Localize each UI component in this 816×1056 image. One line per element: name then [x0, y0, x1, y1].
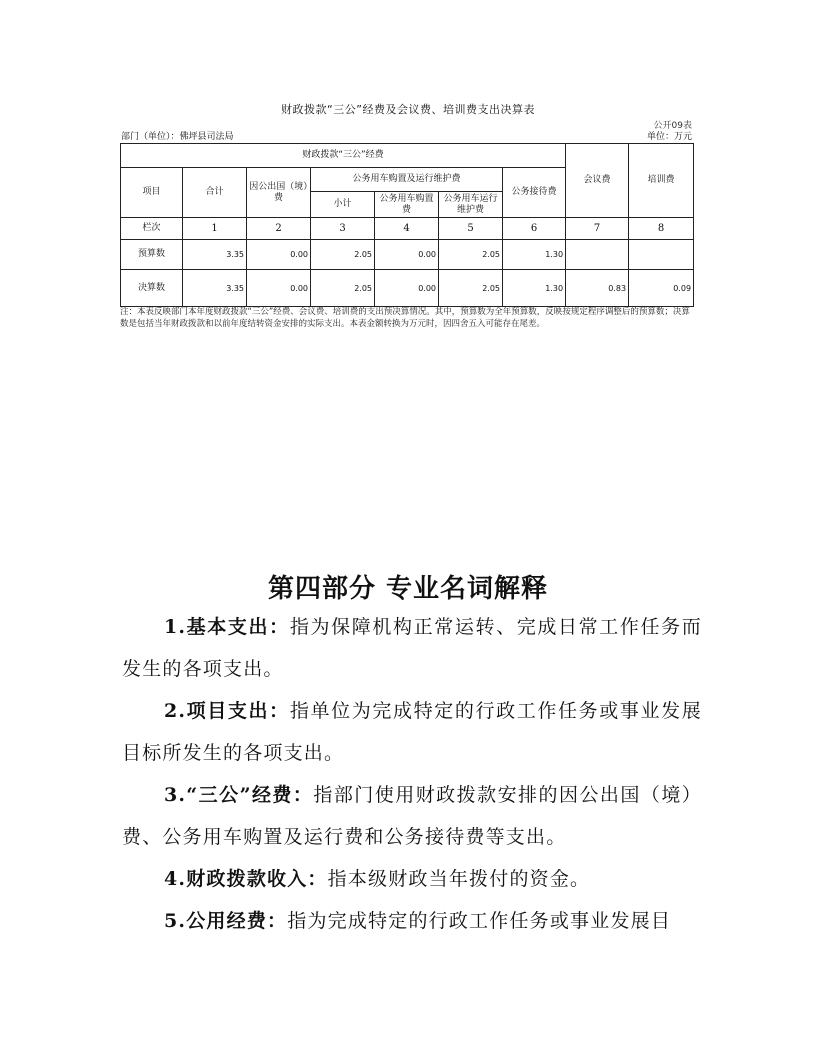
header-item: 项目	[121, 168, 183, 218]
definition-text: 指单位为完成特定的行政工作任务或事业发展目标所发生的各项支出。	[122, 700, 702, 764]
header-meeting: 会议费	[566, 144, 629, 218]
cell: 8	[629, 218, 694, 240]
table-row	[121, 218, 694, 240]
table-row	[121, 240, 694, 270]
cell: 3.35	[183, 240, 247, 270]
cell: 4	[375, 218, 439, 240]
definition-paragraph	[122, 690, 702, 774]
cell: 0.83	[566, 270, 629, 307]
definition-term: 1.基本支出：	[164, 616, 290, 638]
definition-text: 指为保障机构正常运转、完成日常工作任务而发生的各项支出。	[122, 616, 702, 680]
cell: 0.00	[375, 240, 439, 270]
cell: 3	[311, 218, 375, 240]
definition-text: 指本级财政当年拨付的资金。	[327, 868, 591, 890]
unit-label: 单位：万元	[646, 132, 692, 142]
header-vehicle-maintenance: 公务用车运行维护费	[439, 192, 503, 218]
expense-table	[120, 143, 694, 307]
cell: 6	[503, 218, 566, 240]
table-title: 财政拨款“三公”经费及会议费、培训费支出决算表	[281, 103, 535, 116]
cell: 1.30	[503, 240, 566, 270]
definition-term: 4.财政拨款收入：	[164, 868, 328, 890]
cell: 2.05	[439, 240, 503, 270]
definition-paragraph	[122, 900, 702, 942]
cell: 0.00	[375, 270, 439, 307]
header-abroad: 因公出国（境）费	[247, 168, 311, 218]
definition-term: 2.项目支出：	[164, 700, 290, 722]
section-title: 第四部分 专业名词解释	[267, 574, 549, 604]
table-code: 公开09表	[653, 121, 692, 131]
cell: 0.00	[247, 270, 311, 307]
cell: 1.30	[503, 270, 566, 307]
header-total: 合计	[183, 168, 247, 218]
cell: 2.05	[311, 270, 375, 307]
header-training: 培训费	[629, 144, 694, 218]
table-note: 注：本表反映部门本年度财政拨款“三公”经费、会议费、培训费的支出预决算情况。其中，预算数为全年预算数，反映按规定程序调整后的预算数；决算数是包括当年财政拨款和以前年度结转资金安排的实际支出。本表金额转换为万元时，因四舍五入可能存在尾差。	[120, 307, 690, 329]
department-label: 部门（单位）：佛坪县司法局	[121, 132, 234, 142]
definition-paragraph	[122, 606, 702, 690]
cell: 2.05	[439, 270, 503, 307]
definition-text: 指部门使用财政拨款安排的因公出国（境）费、公务用车购置及运行费和公务接待费等支出。	[122, 784, 702, 848]
cell	[566, 240, 629, 270]
table-row	[121, 270, 694, 307]
cell: 7	[566, 218, 629, 240]
cell: 2.05	[311, 240, 375, 270]
cell: 0.00	[247, 240, 311, 270]
cell	[629, 240, 694, 270]
definition-term: 5.公用经费：	[164, 910, 288, 932]
row-label: 决算数	[121, 270, 183, 307]
cell: 0.09	[629, 270, 694, 307]
header-three-public: 财政拨款“三公”经费	[121, 144, 566, 168]
row-label: 预算数	[121, 240, 183, 270]
row-label: 栏次	[121, 218, 183, 240]
cell: 2	[247, 218, 311, 240]
definition-text: 指为完成特定的行政工作任务或事业发展目	[287, 910, 672, 932]
header-vehicle-group: 公务用车购置及运行维护费	[311, 168, 503, 192]
definition-term: 3.“三公”经费：	[164, 784, 314, 806]
definition-paragraph	[122, 858, 702, 900]
header-vehicle-purchase: 公务用车购置费	[375, 192, 439, 218]
cell: 1	[183, 218, 247, 240]
cell: 3.35	[183, 270, 247, 307]
definition-paragraph	[122, 774, 702, 858]
header-reception: 公务接待费	[503, 168, 566, 218]
header-subtotal: 小计	[311, 192, 375, 218]
cell: 5	[439, 218, 503, 240]
